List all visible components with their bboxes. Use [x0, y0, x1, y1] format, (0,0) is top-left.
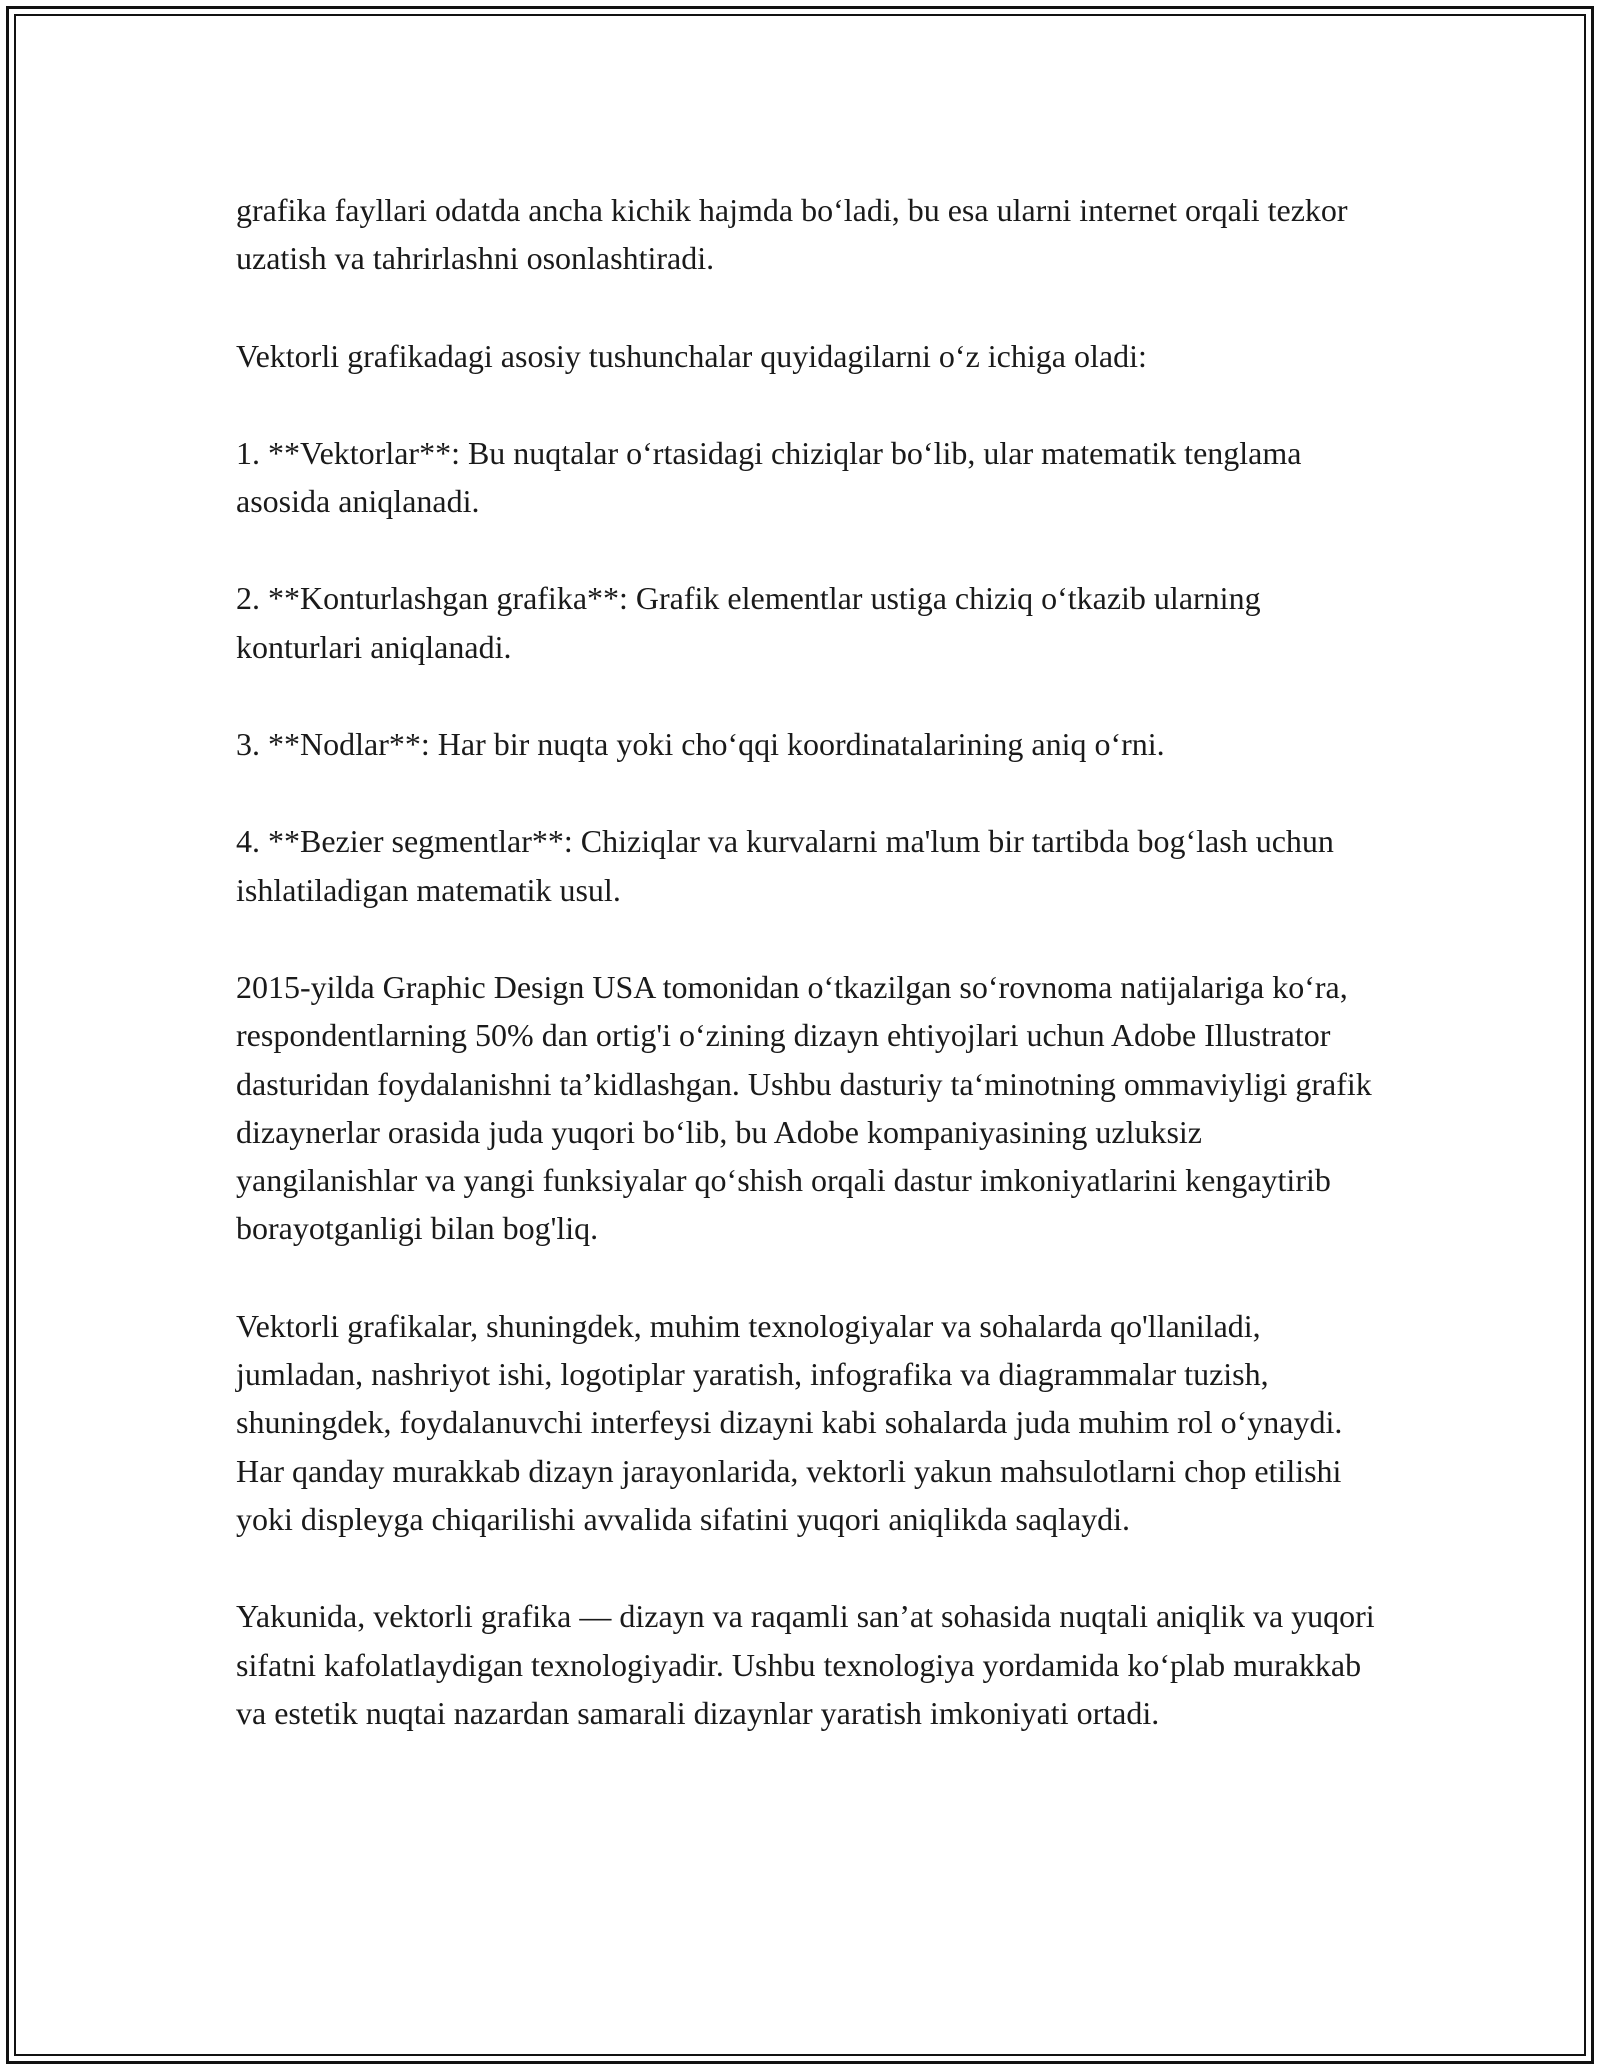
- list-item-nodes: 3. **Nodlar**: Har bir nuqta yoki cho‘qqi koordinatalarining aniq o‘rni.: [236, 726, 1165, 763]
- paragraph-applications: Vektorli grafikalar, shuningdek, muhim texnologiyalar va sohalarda qo'llaniladi, jumladan, nashriyot ishi, logotiplar yaratish, infografika va diagrammalar tuzish, shuningdek, foydalanuvchi interfeysi dizayni kabi sohalarda juda muhim rol o‘ynaydi. Har qanday murakkab dizayn jarayonlarida, vektorli yakun mahsulotlarni chop etilishi yoki displeyga chiqarilishi avvalida sifatini yuqori aniqlikda saqlaydi.: [236, 1307, 1343, 1537]
- paragraph-key-concepts-lead: Vektorli grafikadagi asosiy tushunchalar quyidagilarni o‘z ichiga oladi:: [236, 337, 1147, 374]
- list-item-contour-graphics: 2. **Konturlashgan grafika**: Grafik elementlar ustiga chiziq o‘tkazib ularning konturlari aniqlanadi.: [236, 580, 1261, 665]
- paragraph-intro-continuation: grafika fayllari odatda ancha kichik hajmda bo‘ladi, bu esa ularni internet orqali tezkor uzatish va tahrirlashni osonlashtiradi.: [236, 192, 1348, 277]
- paragraph-survey: 2015-yilda Graphic Design USA tomonidan o‘tkazilgan so‘rovnoma natijalariga ko‘ra, respondentlarning 50% dan ortig'i o‘zining dizayn ehtiyojlari uchun Adobe Illustrator dasturidan foydalanishni ta’kidlashgan. Ushbu dasturiy ta‘minotning ommaviyligi grafik dizaynerlar orasida juda yuqori bo‘lib, bu Adobe kompaniyasining uzluksiz yangilanishlar va yangi funksiyalar qo‘shish orqali dastur imkoniyatlarini kengaytirib borayotganligi bilan bog'liq.: [236, 968, 1372, 1247]
- paragraph-conclusion: Yakunida, vektorli grafika — dizayn va raqamli san’at sohasida nuqtali aniqlik va yuqori sifatni kafolatlaydigan texnologiyadir. Ushbu texnologiya yordamida ko‘plab murakkab va estetik nuqtai nazardan samarali dizaynlar yaratish imkoniyati ortadi.: [236, 1598, 1375, 1731]
- list-item-vectors: 1. **Vektorlar**: Bu nuqtalar o‘rtasidagi chiziqlar bo‘lib, ular matematik tenglama asosida aniqlanadi.: [236, 434, 1302, 520]
- list-item-bezier-segments: 4. **Bezier segmentlar**: Chiziqlar va kurvalarni ma'lum bir tartibda bog‘lash uchun ishlatiladigan matematik usul.: [236, 823, 1334, 908]
- document-body: [236, 186, 1376, 1786]
